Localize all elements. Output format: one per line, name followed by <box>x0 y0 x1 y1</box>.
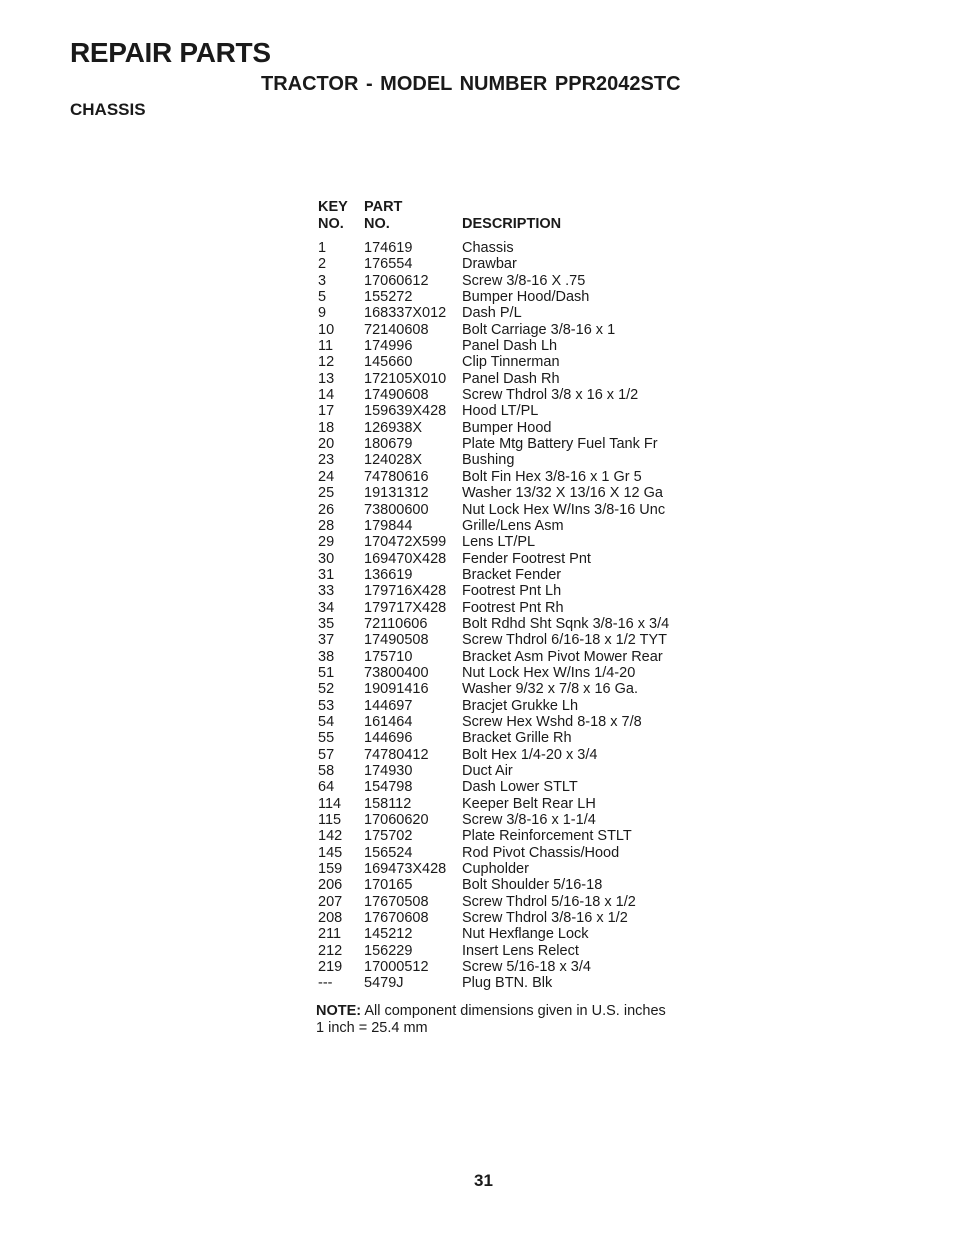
key-no-cell: 13 <box>318 370 335 387</box>
part-no-cell: 155272 <box>364 289 413 306</box>
key-no-cell: 12 <box>318 354 335 371</box>
part-no-cell: 175702 <box>364 828 413 845</box>
table-row <box>318 747 702 763</box>
description-cell: Dash P/L <box>462 305 522 322</box>
key-no-cell: 5 <box>318 289 327 306</box>
description-cell: Plug BTN. Blk <box>462 975 553 992</box>
table-row <box>318 698 702 714</box>
note-line2: 1 inch = 25.4 mm <box>316 1019 428 1036</box>
key-no-cell: 52 <box>318 681 335 698</box>
key-no-header <box>318 199 364 240</box>
part-no-header <box>364 199 462 240</box>
part-no-cell: 169473X428 <box>364 861 447 878</box>
part-no-cell: 172105X010 <box>364 370 447 387</box>
table-row <box>318 714 702 730</box>
key-no-cell: 30 <box>318 550 335 567</box>
description-cell: Chassis <box>462 240 514 256</box>
part-no-cell: 17490508 <box>364 632 429 649</box>
table-row <box>318 812 702 828</box>
key-header-line2: NO. <box>318 215 344 232</box>
table-row <box>318 567 702 583</box>
key-no-cell: 25 <box>318 485 335 502</box>
table-row <box>318 256 702 272</box>
description-cell: Fender Footrest Pnt <box>462 550 591 567</box>
table-row <box>318 649 702 665</box>
description-cell: Panel Dash Rh <box>462 370 560 387</box>
part-no-cell: 156524 <box>364 844 413 861</box>
description-cell: Dash Lower STLT <box>462 779 578 796</box>
part-no-cell: 144696 <box>364 730 413 747</box>
part-no-cell: 19091416 <box>364 681 429 698</box>
table-row <box>318 959 702 975</box>
description-cell: Washer 13/32 X 13/16 X 12 Ga <box>462 485 663 502</box>
table-row <box>318 305 702 321</box>
table-row <box>318 469 702 485</box>
table-row <box>318 632 702 648</box>
description-cell: Screw Thdrol 3/8 x 16 x 1/2 <box>462 387 639 404</box>
table-row <box>318 845 702 861</box>
key-no-cell: 207 <box>318 893 343 910</box>
part-no-cell: 174930 <box>364 763 413 779</box>
key-no-cell: 26 <box>318 501 335 518</box>
part-no-cell: 158112 <box>364 795 412 812</box>
section-heading: CHASSIS <box>70 100 146 119</box>
description-cell: Rod Pivot Chassis/Hood <box>462 844 620 861</box>
description-cell: Screw Thdrol 6/16-18 x 1/2 TYT <box>462 632 667 649</box>
part-no-cell: 72140608 <box>364 321 429 338</box>
note-label: NOTE: <box>316 1003 362 1019</box>
key-no-cell: 18 <box>318 419 335 436</box>
part-no-cell: 17000512 <box>364 959 429 976</box>
key-no-cell: 51 <box>318 664 335 681</box>
table-row <box>318 796 702 812</box>
table-row <box>318 616 702 632</box>
key-no-cell: 11 <box>318 338 334 355</box>
description-cell: Screw Thdrol 5/16-18 x 1/2 <box>462 893 636 910</box>
part-no-cell: 5479J <box>364 975 404 992</box>
part-no-cell: 17490608 <box>364 387 429 404</box>
part-no-cell: 17670508 <box>364 893 429 910</box>
table-row <box>318 338 702 354</box>
key-no-cell: 33 <box>318 583 335 600</box>
key-no-cell: 1 <box>318 240 327 256</box>
table-row <box>318 436 702 452</box>
table-row <box>318 420 702 436</box>
key-header-line1: KEY <box>318 199 348 215</box>
description-cell: Duct Air <box>462 763 513 779</box>
parts-table-body <box>318 240 702 992</box>
key-no-cell: 2 <box>318 256 327 273</box>
description-cell: Bolt Hex 1/4-20 x 3/4 <box>462 746 598 763</box>
part-no-cell: 179716X428 <box>364 583 447 600</box>
note-text: All component dimensions given in U.S. inches <box>364 1003 666 1019</box>
table-row <box>318 894 702 910</box>
table-row <box>318 534 702 550</box>
table-row <box>318 926 702 942</box>
description-cell: Cupholder <box>462 861 529 878</box>
table-row <box>318 354 702 370</box>
description-cell: Screw 3/8-16 X .75 <box>462 272 586 289</box>
part-no-cell: 175710 <box>364 648 413 665</box>
part-no-cell: 174996 <box>364 338 413 355</box>
description-cell: Plate Reinforcement STLT <box>462 828 632 845</box>
key-no-cell: 10 <box>318 321 335 338</box>
key-no-cell: 24 <box>318 468 335 485</box>
key-no-cell: 208 <box>318 910 343 927</box>
table-row <box>318 371 702 387</box>
description-cell: Bolt Shoulder 5/16-18 <box>462 877 603 894</box>
description-cell: Bracket Fender <box>462 566 562 583</box>
description-cell: Washer 9/32 x 7/8 x 16 Ga. <box>462 681 638 698</box>
table-row <box>318 289 702 305</box>
table-row <box>318 681 702 697</box>
part-no-cell: 74780616 <box>364 468 429 485</box>
part-no-cell: 180679 <box>364 436 413 453</box>
description-cell: Drawbar <box>462 256 517 273</box>
table-row <box>318 600 702 616</box>
table-row <box>318 518 702 534</box>
dimension-note <box>316 1003 666 1036</box>
key-no-cell: 54 <box>318 713 335 730</box>
part-no-cell: 72110606 <box>364 615 428 632</box>
key-no-cell: --- <box>318 975 333 992</box>
table-row <box>318 861 702 877</box>
key-no-cell: 64 <box>318 779 335 796</box>
key-no-cell: 145 <box>318 844 343 861</box>
part-no-cell: 169470X428 <box>364 550 447 567</box>
part-no-cell: 170472X599 <box>364 534 447 551</box>
table-row <box>318 583 702 599</box>
description-cell: Nut Lock Hex W/Ins 3/8-16 Unc <box>462 501 666 518</box>
description-cell: Plate Mtg Battery Fuel Tank Fr <box>462 436 658 453</box>
description-cell: Screw 5/16-18 x 3/4 <box>462 959 591 976</box>
part-header-line2: NO. <box>364 215 390 232</box>
description-cell: Nut Lock Hex W/Ins 1/4-20 <box>462 664 636 681</box>
key-no-cell: 29 <box>318 534 335 551</box>
key-no-cell: 53 <box>318 697 335 714</box>
page-number: 31 <box>474 1171 493 1190</box>
parts-table-header-row <box>318 199 702 240</box>
part-no-cell: 136619 <box>364 566 413 583</box>
table-row <box>318 322 702 338</box>
part-no-cell: 156229 <box>364 942 413 959</box>
table-row <box>318 665 702 681</box>
part-no-cell: 176554 <box>364 256 413 273</box>
key-no-cell: 114 <box>318 795 342 812</box>
part-no-cell: 168337X012 <box>364 305 447 322</box>
description-cell: Clip Tinnerman <box>462 354 560 371</box>
table-row <box>318 779 702 795</box>
key-no-cell: 20 <box>318 436 335 453</box>
part-no-cell: 145212 <box>364 926 413 943</box>
key-no-cell: 37 <box>318 632 335 649</box>
part-no-cell: 73800400 <box>364 664 429 681</box>
table-row <box>318 763 702 779</box>
key-no-cell: 31 <box>318 566 335 583</box>
key-no-cell: 206 <box>318 877 343 894</box>
key-no-cell: 55 <box>318 730 335 747</box>
description-cell: Bolt Fin Hex 3/8-16 x 1 Gr 5 <box>462 468 642 485</box>
table-row <box>318 910 702 926</box>
description-cell: Footrest Pnt Lh <box>462 583 562 600</box>
description-cell: Keeper Belt Rear LH <box>462 795 596 812</box>
table-row <box>318 551 702 567</box>
part-no-cell: 17060620 <box>364 812 429 829</box>
description-cell: Bracjet Grukke Lh <box>462 697 579 714</box>
description-header: DESCRIPTION <box>462 215 562 232</box>
key-no-cell: 14 <box>318 387 335 404</box>
description-cell: Screw Hex Wshd 8-18 x 7/8 <box>462 713 642 730</box>
table-row <box>318 975 702 991</box>
description-cell: Bushing <box>462 452 515 469</box>
key-no-cell: 159 <box>318 861 343 878</box>
description-cell: Hood LT/PL <box>462 403 539 420</box>
description-cell: Lens LT/PL <box>462 534 536 551</box>
part-no-cell: 19131312 <box>364 485 429 502</box>
part-no-cell: 159639X428 <box>364 403 447 420</box>
description-cell: Bolt Carriage 3/8-16 x 1 <box>462 321 616 338</box>
part-no-cell: 126938X <box>364 419 423 436</box>
part-no-cell: 179844 <box>364 517 413 534</box>
description-cell: Bracket Grille Rh <box>462 730 572 747</box>
description-cell: Bumper Hood <box>462 419 552 436</box>
description-cell: Screw 3/8-16 x 1-1/4 <box>462 812 596 829</box>
description-cell: Screw Thdrol 3/8-16 x 1/2 <box>462 910 628 927</box>
key-no-cell: 28 <box>318 517 335 534</box>
table-row <box>318 877 702 893</box>
table-row <box>318 240 702 256</box>
description-cell: Footrest Pnt Rh <box>462 599 564 616</box>
table-row <box>318 828 702 844</box>
key-no-cell: 34 <box>318 599 335 616</box>
description-cell: Bracket Asm Pivot Mower Rear <box>462 648 663 665</box>
part-no-cell: 179717X428 <box>364 599 447 616</box>
part-no-cell: 17670608 <box>364 910 429 927</box>
description-cell: Insert Lens Relect <box>462 942 579 959</box>
key-no-cell: 3 <box>318 272 327 289</box>
table-row <box>318 502 702 518</box>
table-row <box>318 273 702 289</box>
part-no-cell: 17060612 <box>364 272 429 289</box>
description-cell: Grille/Lens Asm <box>462 517 564 534</box>
part-no-cell: 154798 <box>364 779 413 796</box>
key-no-cell: 9 <box>318 305 327 322</box>
description-cell: Panel Dash Lh <box>462 338 558 355</box>
table-row <box>318 943 702 959</box>
table-row <box>318 452 702 468</box>
key-no-cell: 23 <box>318 452 335 469</box>
key-no-cell: 115 <box>318 812 342 829</box>
key-no-cell: 35 <box>318 615 335 632</box>
table-row <box>318 387 702 403</box>
table-row <box>318 730 702 746</box>
key-no-cell: 219 <box>318 959 343 976</box>
part-no-cell: 73800600 <box>364 501 429 518</box>
description-cell: Bolt Rdhd Sht Sqnk 3/8-16 x 3/4 <box>462 615 670 632</box>
parts-table <box>318 199 702 992</box>
key-no-cell: 211 <box>318 926 342 943</box>
page-title: REPAIR PARTS <box>70 37 271 68</box>
part-no-cell: 170165 <box>364 877 413 894</box>
part-no-cell: 124028X <box>364 452 423 469</box>
note-line1 <box>316 1003 666 1020</box>
key-no-cell: 142 <box>318 828 343 845</box>
table-row <box>318 485 702 501</box>
key-no-cell: 17 <box>318 403 335 420</box>
table-row <box>318 403 702 419</box>
parts-table-header <box>318 199 702 240</box>
key-no-cell: 38 <box>318 648 335 665</box>
key-no-cell: 58 <box>318 763 335 779</box>
part-no-cell: 74780412 <box>364 746 429 763</box>
description-cell: Bumper Hood/Dash <box>462 289 590 306</box>
part-no-cell: 145660 <box>364 354 413 371</box>
key-no-cell: 212 <box>318 942 343 959</box>
part-header-line1: PART <box>364 199 403 215</box>
part-no-cell: 174619 <box>364 240 413 256</box>
model-heading: TRACTOR - MODEL NUMBER PPR2042STC <box>261 73 681 95</box>
part-no-cell: 144697 <box>364 697 413 714</box>
part-no-cell: 161464 <box>364 713 413 730</box>
key-no-cell: 57 <box>318 746 335 763</box>
description-cell: Nut Hexflange Lock <box>462 926 589 943</box>
